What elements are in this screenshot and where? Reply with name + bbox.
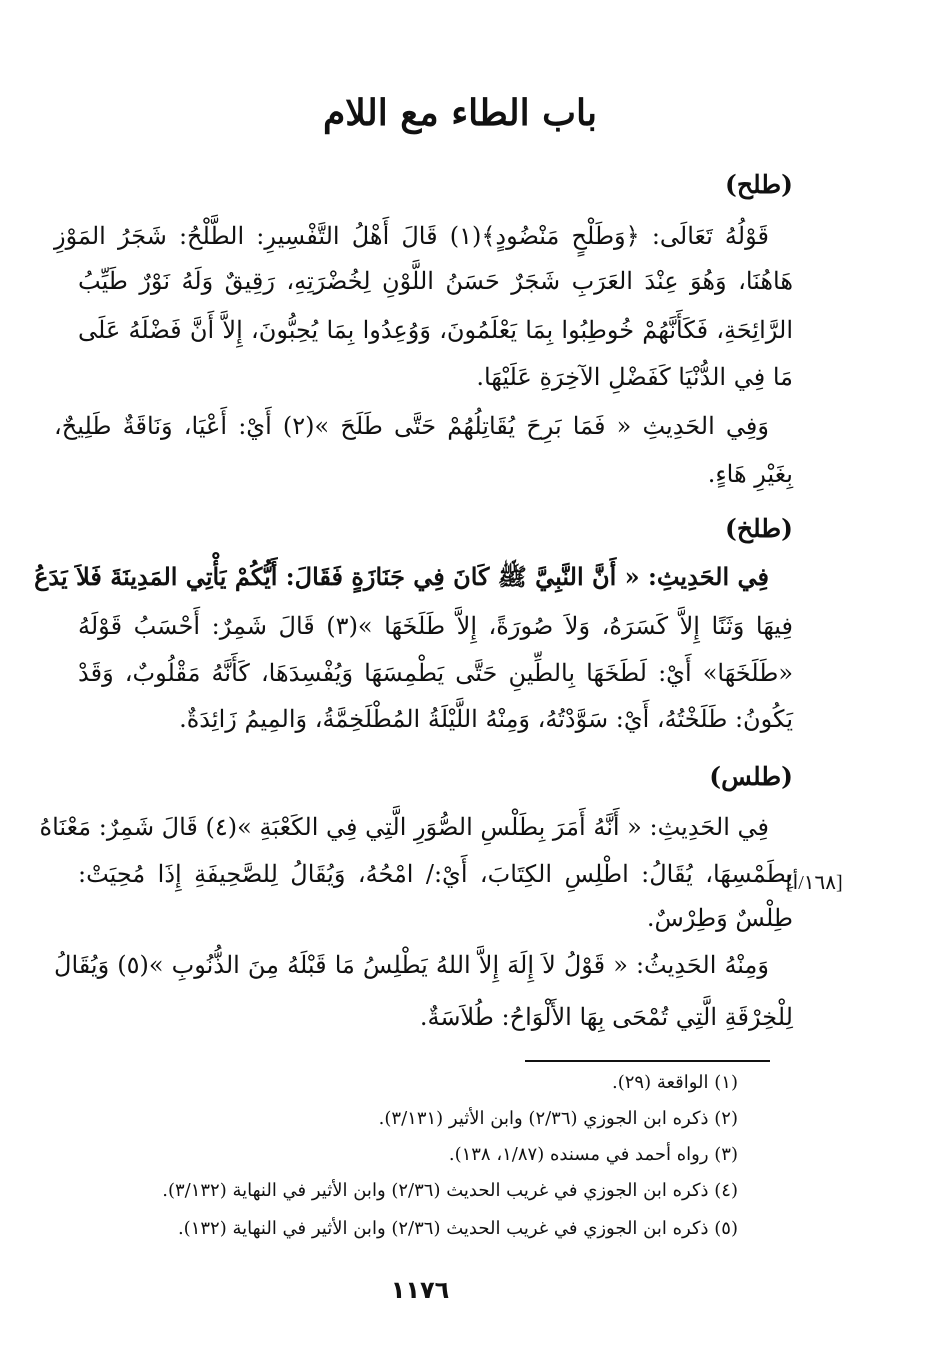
entry-line: الرَّائِحَةِ، فَكَأَنَّهُمْ خُوطِبُوا بِمَا يَعْلَمُونَ، وَوُعِدُوا بِمَا يُحِبُّونَ، إِلاَّ أَنَّ فَضْلَهُ عَلَى bbox=[78, 316, 793, 344]
entry-line: بِطَمْسِهَا، يُقَالُ: اطْلِسِ الكِتَابَ، أَيْ:/ امْحُهُ، وَيُقَالُ لِلصَّحِيفَةِ إِذَا مُحِيَتْ: bbox=[78, 860, 793, 888]
footnote: (٣) رواه أحمد في مسنده (١/٨٧، ١٣٨). bbox=[448, 1144, 738, 1165]
footnote: (٥) ذكره ابن الجوزي في غريب الحديث (٢/٣٦) وابن الأثير في النهاية (١٣٢). bbox=[177, 1218, 738, 1239]
entry-line: هَاهُنَا، وَهُوَ عِنْدَ العَرَبِ شَجَرٌ حَسَنُ اللَّوْنِ لِخُضْرَتِهِ، رَقِيقٌ وَلَهُ نَوْرٌ طَيِّبُ bbox=[78, 267, 793, 295]
entry-heading-talh: (طلح) bbox=[725, 170, 793, 199]
entry-line: فِي الحَدِيثِ: « أَنَّ النَّبِيَّ ﷺ كَانَ فِي جَنَازَةٍ فَقَالَ: أَيُّكُمْ يَأْتِي المَدِينَةَ فَلاَ يَدَعُ bbox=[34, 562, 769, 591]
entry-line: قَوْلُهُ تَعَالَى: ﴿وَطَلْحٍ مَنْضُودٍ﴾(١) قَالَ أَهْلُ التَّفْسِيرِ: الطَّلْحُ: شَجَرُ المَوْزِ bbox=[54, 222, 769, 250]
entry-line: فِيهَا وَثَنًا إِلاَّ كَسَرَهُ، وَلاَ صُورَةً، إِلاَّ طَلَخَهَا »(٣) قَالَ شَمِرٌ: أَحْسَبُ قَوْلَهُ bbox=[78, 612, 793, 640]
entry-line: وَفِي الحَدِيثِ « فَمَا بَرِحَ يُقَاتِلُهُمْ حَتَّى طَلَحَ »(٢) أَيْ: أَعْيَا، وَنَاقَةٌ طَلِيحٌ، bbox=[54, 412, 769, 440]
entry-line: مَا فِي الدُّنْيَا كَفَضْلِ الآخِرَةِ عَلَيْهَا. bbox=[476, 363, 793, 391]
page-number: ١١٧٦ bbox=[390, 1276, 450, 1304]
entry-line: يَكُونُ: طَلَخْتُهُ، أَيْ: سَوَّدْتُهُ، وَمِنْهُ اللَّيْلَةُ المُطْلَخِمَّةُ، وَالمِيمُ زَائِدَةٌ. bbox=[179, 705, 793, 733]
footnote: (٢) ذكره ابن الجوزي (٢/٣٦) وابن الأثير (٣/١٣١). bbox=[378, 1108, 738, 1129]
footnote: (٤) ذكره ابن الجوزي في غريب الحديث (٢/٣٦) وابن الأثير في النهاية (٣/١٣٢). bbox=[162, 1180, 738, 1201]
entry-line: لِلْخِرْقَةِ الَّتِي تُمْحَى بِهَا الأَلْوَاحُ: طُلاَسَةٌ. bbox=[419, 1003, 793, 1031]
footnote-separator bbox=[525, 1060, 770, 1062]
entry-line: وَمِنْهُ الحَدِيثُ: « قَوْلُ لاَ إِلَهَ إِلاَّ اللهُ يَطْلِسُ مَا قَبْلَهُ مِنَ الذُّنُوبِ »(٥) وَيُقَالُ bbox=[54, 951, 769, 979]
entry-heading-talkh: (طلخ) bbox=[725, 514, 793, 543]
entry-line: بِغَيْرِ هَاءٍ. bbox=[707, 460, 793, 488]
entry-line: «طَلَخَهَا» أَيْ: لَطَخَهَا بِالطِّينِ حَتَّى يَطْمِسَهَا وَيُفْسِدَهَا، كَأَنَّهُ مَقْلُوبٌ، وَقَدْ bbox=[78, 659, 794, 687]
manuscript-folio-note: [١٦٨/أ] bbox=[786, 872, 843, 894]
entry-line: فِي الحَدِيثِ: « أَنَّهُ أَمَرَ بِطَلْسِ الصُّوَرِ الَّتِي فِي الكَعْبَةِ »(٤) قَالَ شَمِرٌ: مَعْنَاهُ bbox=[39, 813, 769, 841]
entry-heading-tals: (طلس) bbox=[709, 762, 793, 791]
entry-line: طِلْسٌ وَطِرْسٌ. bbox=[646, 904, 793, 932]
footnote: (١) الواقعة (٢٩). bbox=[611, 1072, 738, 1093]
chapter-title: باب الطاء مع اللام bbox=[322, 92, 598, 134]
